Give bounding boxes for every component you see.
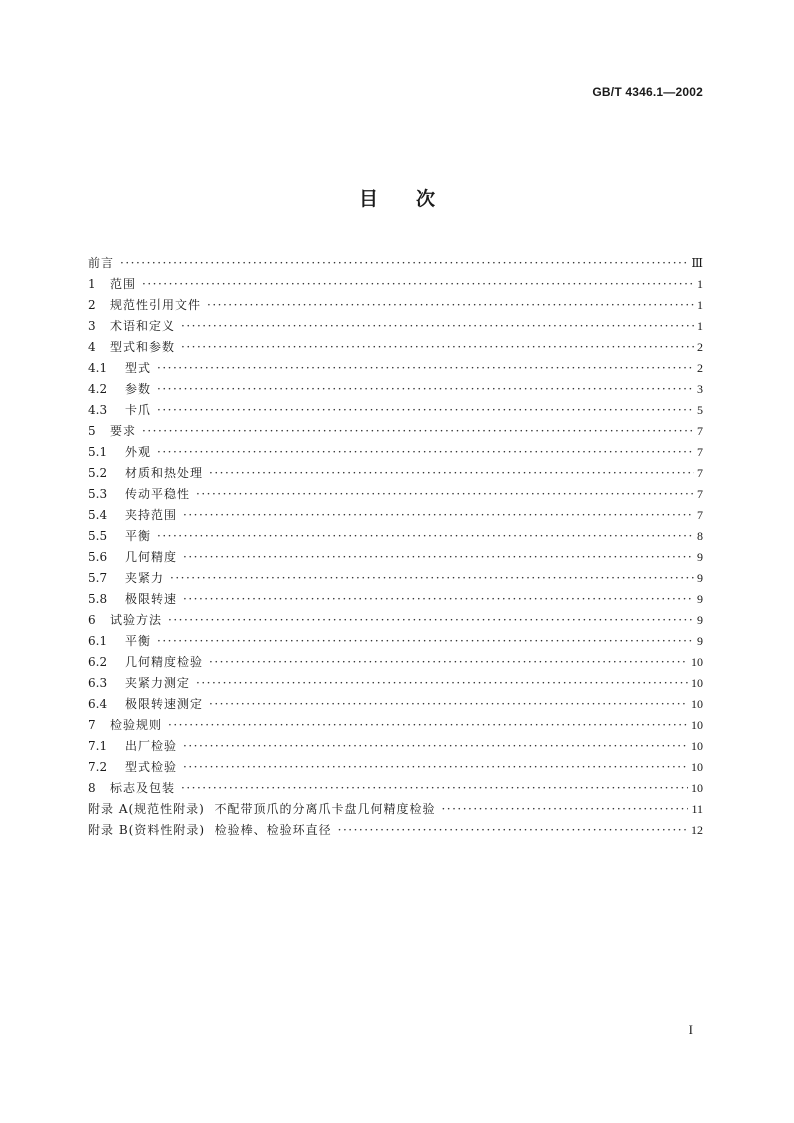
toc-entry-number: 4.2	[88, 382, 108, 396]
toc-entry-label: 夹紧力测定	[125, 676, 191, 690]
toc-entry-page: 10	[691, 718, 703, 732]
toc-entry-label: 参数	[125, 382, 152, 396]
toc-entry[interactable]	[88, 379, 703, 400]
toc-leader-dots	[157, 631, 694, 652]
toc-entry-number: 6.3	[88, 676, 108, 690]
toc-entry[interactable]	[88, 316, 703, 337]
toc-entry-label: 范围	[110, 277, 137, 291]
toc-entry-number: 8	[88, 781, 96, 795]
toc-entry-number: 4	[88, 340, 96, 354]
toc-entry-page: 7	[697, 466, 703, 480]
toc-entry-page: 9	[697, 592, 703, 606]
toc-entry-page: 7	[697, 424, 703, 438]
toc-leader-dots	[157, 379, 694, 400]
toc-entry-page: 7	[697, 508, 703, 522]
toc-entry[interactable]	[88, 526, 703, 547]
toc-entry-number: 5.2	[88, 466, 108, 480]
toc-entry-number: 3	[88, 319, 96, 333]
toc-entry[interactable]	[88, 631, 703, 652]
toc-entry-page: 7	[697, 487, 703, 501]
toc-entry-label: 要求	[110, 424, 137, 438]
toc-entry-page: 9	[697, 613, 703, 627]
toc-entry-page: 1	[697, 298, 703, 312]
toc-leader-dots	[183, 505, 694, 526]
toc-entry-page: 2	[697, 340, 703, 354]
toc-entry-page: 1	[697, 319, 703, 333]
toc-entry-label: 前言	[88, 256, 115, 270]
toc-entry[interactable]	[88, 274, 703, 295]
toc-leader-dots	[181, 337, 694, 358]
toc-entry-page: 10	[691, 739, 703, 753]
toc-entry-label: 平衡	[125, 634, 152, 648]
toc-entry-page: 10	[691, 676, 703, 690]
toc-entry-label: 型式	[125, 361, 152, 375]
toc-leader-dots	[170, 568, 694, 589]
toc-entry-page: 5	[697, 403, 703, 417]
toc-entry-number: 5	[88, 424, 96, 438]
toc-entry-page: 1	[697, 277, 703, 291]
standard-code: GB/T 4346.1—2002	[592, 85, 703, 99]
toc-entry-label: 试验方法	[110, 613, 163, 627]
toc-entry-page: 10	[691, 781, 703, 795]
toc-entry[interactable]	[88, 568, 703, 589]
toc-leader-dots	[441, 799, 688, 820]
toc-entry[interactable]	[88, 295, 703, 316]
toc-entry[interactable]	[88, 421, 703, 442]
toc-leader-dots	[157, 358, 694, 379]
toc-entry-label: 极限转速测定	[125, 697, 204, 711]
toc-leader-dots	[209, 694, 688, 715]
toc-entry[interactable]	[88, 757, 703, 778]
toc-entry-label: 出厂检验	[125, 739, 178, 753]
toc-entry-number: 5.8	[88, 592, 108, 606]
table-of-contents	[88, 253, 703, 841]
toc-entry-label: 术语和定义	[110, 319, 176, 333]
toc-leader-dots	[196, 484, 694, 505]
toc-entry-label: 几何精度	[125, 550, 178, 564]
toc-entry-page: 10	[691, 655, 703, 669]
toc-entry-label: 传动平稳性	[125, 487, 191, 501]
toc-entry-number: 4.3	[88, 403, 108, 417]
toc-entry-number: 7	[88, 718, 96, 732]
toc-entry-label: 检验规则	[110, 718, 163, 732]
toc-entry-label: 附录 B(资料性附录) 检验棒、检验环直径	[88, 823, 332, 837]
toc-entry-label: 夹紧力	[125, 571, 165, 585]
toc-leader-dots	[142, 274, 694, 295]
toc-leader-dots	[196, 673, 688, 694]
toc-entry[interactable]	[88, 358, 703, 379]
toc-entry-number: 5.7	[88, 571, 108, 585]
toc-entry-page: 9	[697, 634, 703, 648]
toc-entry[interactable]	[88, 463, 703, 484]
toc-entry-number: 6.1	[88, 634, 108, 648]
toc-entry[interactable]	[88, 673, 703, 694]
toc-entry[interactable]	[88, 505, 703, 526]
toc-leader-dots	[183, 589, 694, 610]
toc-entry[interactable]	[88, 589, 703, 610]
toc-entry-page: 2	[697, 361, 703, 375]
toc-entry-number: 4.1	[88, 361, 108, 375]
toc-entry-number: 5.3	[88, 487, 108, 501]
toc-entry-label: 卡爪	[125, 403, 152, 417]
toc-entry-page: 12	[691, 823, 703, 837]
page-number: I	[688, 1022, 693, 1037]
toc-entry-number: 5.5	[88, 529, 108, 543]
toc-entry-number: 5.4	[88, 508, 108, 522]
toc-leader-dots	[168, 715, 688, 736]
toc-entry[interactable]	[88, 442, 703, 463]
toc-leader-dots	[209, 652, 688, 673]
toc-leader-dots	[183, 736, 688, 757]
toc-entry-number: 6.4	[88, 697, 108, 711]
toc-entry[interactable]	[88, 799, 703, 820]
toc-leader-dots	[181, 778, 688, 799]
toc-entry-label: 几何精度检验	[125, 655, 204, 669]
toc-entry-label: 外观	[125, 445, 152, 459]
toc-entry[interactable]	[88, 694, 703, 715]
toc-entry-number: 2	[88, 298, 96, 312]
toc-entry[interactable]	[88, 547, 703, 568]
toc-entry-label: 平衡	[125, 529, 152, 543]
toc-entry[interactable]	[88, 337, 703, 358]
toc-entry-label: 附录 A(规范性附录) 不配带顶爪的分离爪卡盘几何精度检验	[88, 802, 436, 816]
toc-entry-label: 极限转速	[125, 592, 178, 606]
toc-entry-label: 夹持范围	[125, 508, 178, 522]
toc-entry-number: 6.2	[88, 655, 108, 669]
toc-entry-number: 5.6	[88, 550, 108, 564]
toc-entry[interactable]	[88, 400, 703, 421]
toc-leader-dots	[207, 295, 694, 316]
toc-entry-page: 10	[691, 760, 703, 774]
toc-entry-label: 型式和参数	[110, 340, 176, 354]
toc-entry-label: 标志及包装	[110, 781, 176, 795]
toc-entry-number: 1	[88, 277, 96, 291]
toc-leader-dots	[157, 400, 694, 421]
toc-entry-number: 6	[88, 613, 96, 627]
toc-entry-page: 10	[691, 697, 703, 711]
toc-leader-dots	[120, 253, 688, 274]
toc-entry-page: 9	[697, 571, 703, 585]
toc-leader-dots	[181, 316, 694, 337]
toc-leader-dots	[183, 547, 694, 568]
toc-entry[interactable]	[88, 652, 703, 673]
toc-leader-dots	[209, 463, 694, 484]
toc-leader-dots	[183, 757, 688, 778]
toc-leader-dots	[157, 442, 694, 463]
toc-entry[interactable]	[88, 820, 703, 841]
toc-entry-number: 7.2	[88, 760, 108, 774]
toc-entry-label: 材质和热处理	[125, 466, 204, 480]
toc-entry[interactable]	[88, 778, 703, 799]
toc-entry-page: 11	[691, 802, 703, 816]
toc-entry-page: Ⅲ	[691, 256, 703, 270]
toc-entry[interactable]	[88, 484, 703, 505]
toc-leader-dots	[338, 820, 688, 841]
toc-leader-dots	[168, 610, 694, 631]
toc-entry-label: 型式检验	[125, 760, 178, 774]
toc-entry-page: 9	[697, 550, 703, 564]
toc-entry-label: 规范性引用文件	[110, 298, 202, 312]
toc-entry[interactable]	[88, 736, 703, 757]
toc-entry-page: 3	[697, 382, 703, 396]
toc-entry[interactable]	[88, 610, 703, 631]
toc-entry-page: 7	[697, 445, 703, 459]
toc-entry-number: 7.1	[88, 739, 108, 753]
toc-entry[interactable]	[88, 715, 703, 736]
toc-entry-page: 8	[697, 529, 703, 543]
toc-entry-number: 5.1	[88, 445, 108, 459]
toc-entry[interactable]	[88, 253, 703, 274]
page-title: 目次	[358, 188, 473, 210]
toc-leader-dots	[142, 421, 694, 442]
toc-leader-dots	[157, 526, 694, 547]
